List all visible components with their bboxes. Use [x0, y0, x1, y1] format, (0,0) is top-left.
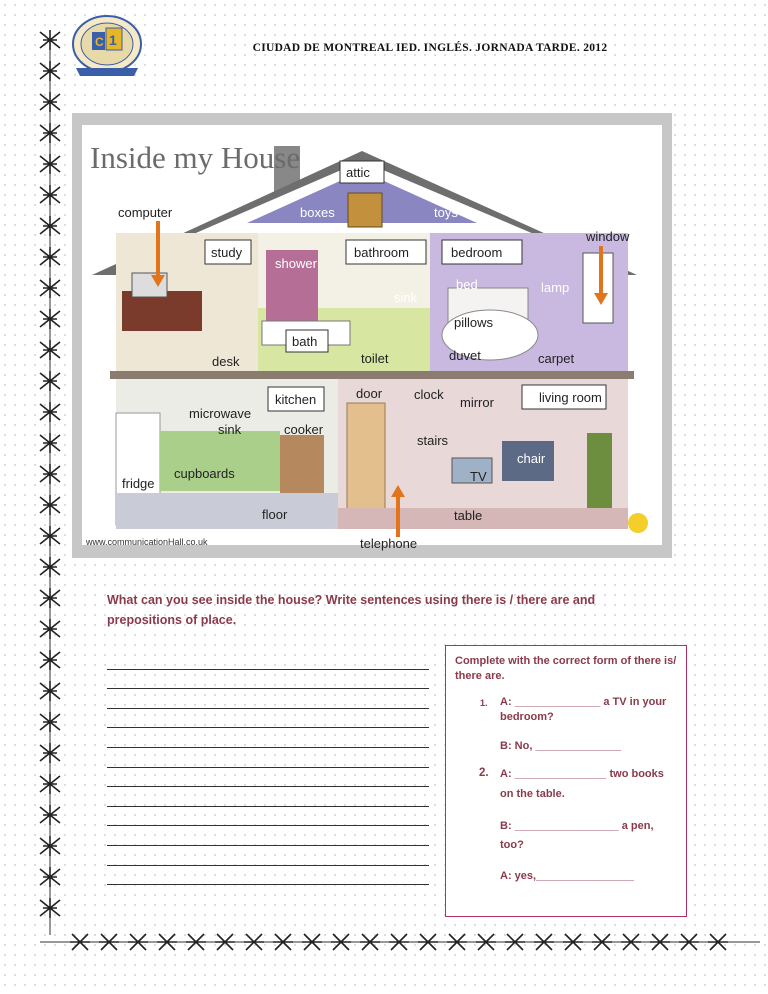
q1-a: A: ______________ a TV in your — [500, 696, 667, 708]
label-clock: clock — [414, 387, 444, 402]
q2-b2: too? — [500, 839, 524, 851]
border-motif — [621, 934, 641, 950]
border-motif — [40, 588, 60, 608]
answer-line-1[interactable] — [107, 650, 429, 670]
label-lamp: lamp — [541, 280, 570, 295]
decorative-border-left — [30, 0, 70, 940]
border-motif — [40, 650, 60, 670]
border-motif — [40, 123, 60, 143]
answer-line-6[interactable] — [107, 748, 429, 768]
label-table: table — [454, 508, 483, 523]
label-bathroom: bathroom — [354, 245, 409, 260]
answer-line-10[interactable] — [107, 826, 429, 846]
exercise-box — [445, 645, 687, 917]
answer-line-2[interactable] — [107, 670, 429, 690]
label-mirror: mirror — [460, 395, 494, 410]
page-header: CIUDAD DE MONTREAL IED. INGLÉS. JORNADA TARDE. 2012 — [252, 42, 608, 54]
label-shower: shower — [275, 256, 317, 271]
label-bath: bath — [292, 334, 318, 349]
border-motif — [40, 185, 60, 205]
label-duvet: duvet — [449, 348, 481, 363]
border-motif — [40, 898, 60, 918]
svg-text:1: 1 — [109, 32, 117, 48]
label-window: window — [586, 229, 630, 244]
label-toys: toys — [434, 205, 458, 220]
border-motif — [40, 774, 60, 794]
border-motif — [40, 495, 60, 515]
label-computer: computer — [118, 205, 173, 220]
border-motif — [331, 934, 351, 950]
border-motif — [418, 934, 438, 950]
label-bed: bed — [456, 277, 478, 292]
border-motif — [592, 934, 612, 950]
border-motif — [215, 934, 235, 950]
border-motif — [447, 934, 467, 950]
border-motif — [40, 619, 60, 639]
label-pillows: pillows — [454, 315, 494, 330]
answer-line-5[interactable] — [107, 728, 429, 748]
border-motif — [70, 934, 90, 950]
q1-a2: bedroom? — [500, 711, 554, 723]
answer-line-9[interactable] — [107, 807, 429, 827]
border-motif — [650, 934, 670, 950]
label-stairs: stairs — [417, 433, 449, 448]
border-motif — [40, 867, 60, 887]
label-toilet: toilet — [361, 351, 389, 366]
border-motif — [40, 309, 60, 329]
q1-b: B: No, ______________ — [500, 740, 622, 752]
answer-line-11[interactable] — [107, 846, 429, 866]
house-illustration — [72, 113, 672, 558]
border-motif — [40, 433, 60, 453]
border-motif — [186, 934, 206, 950]
border-motif — [563, 934, 583, 950]
label-carpet: carpet — [538, 351, 575, 366]
border-motif — [679, 934, 699, 950]
border-motif — [40, 154, 60, 174]
label-study: study — [211, 245, 243, 260]
border-motif — [708, 934, 728, 950]
q2-a2: on the table. — [500, 788, 565, 800]
house-website: www.communicationHall.co.uk — [86, 537, 208, 547]
answer-line-8[interactable] — [107, 787, 429, 807]
border-motif — [40, 247, 60, 267]
border-motif — [128, 934, 148, 950]
label-chair: chair — [517, 451, 546, 466]
box-instruction: Complete with the correct form of there is/ there are. — [455, 655, 677, 682]
answer-line-7[interactable] — [107, 768, 429, 788]
q2-b: B: _________________ a pen, — [500, 820, 654, 832]
label-cupboards: cupboards — [174, 466, 235, 481]
answer-line-4[interactable] — [107, 709, 429, 729]
label-telephone: telephone — [360, 536, 418, 551]
school-logo — [70, 14, 144, 82]
label-door: door — [356, 386, 383, 401]
label-microwave: microwave — [189, 406, 252, 421]
border-motif — [40, 340, 60, 360]
house-title: Inside my House — [90, 140, 301, 175]
border-motif — [157, 934, 177, 950]
border-motif — [505, 934, 525, 950]
border-motif — [360, 934, 380, 950]
border-motif — [302, 934, 322, 950]
label-living-room: living room — [539, 390, 602, 405]
border-motif — [40, 278, 60, 298]
label-boxes: boxes — [300, 205, 335, 220]
border-motif — [40, 681, 60, 701]
border-motif — [389, 934, 409, 950]
border-motif — [40, 371, 60, 391]
border-motif — [99, 934, 119, 950]
q2-c: A: yes,________________ — [500, 870, 634, 882]
answer-line-12[interactable] — [107, 866, 429, 886]
border-motif — [40, 712, 60, 732]
label-fridge: fridge — [122, 476, 155, 491]
answer-lines — [107, 650, 429, 885]
border-motif — [40, 402, 60, 422]
label-tv: TV — [470, 469, 487, 484]
border-motif — [40, 464, 60, 484]
border-motif — [40, 526, 60, 546]
border-motif — [40, 216, 60, 236]
decorative-border-bottom — [30, 922, 768, 962]
border-motif — [476, 934, 496, 950]
svg-text:C: C — [95, 35, 104, 49]
answer-line-3[interactable] — [107, 689, 429, 709]
label-kitchen: kitchen — [275, 392, 317, 407]
border-motif — [273, 934, 293, 950]
label-sink-kitchen: sink — [218, 422, 242, 437]
q1-number: 1. — [480, 698, 488, 708]
border-motif — [244, 934, 264, 950]
q2-number: 2. — [479, 767, 489, 779]
border-motif — [40, 30, 60, 50]
label-bedroom: bedroom — [451, 245, 503, 260]
border-motif — [40, 92, 60, 112]
border-motif — [534, 934, 554, 950]
border-motif — [40, 743, 60, 763]
label-desk: desk — [212, 354, 240, 369]
label-floor: floor — [262, 507, 288, 522]
border-motif — [40, 557, 60, 577]
border-motif — [40, 61, 60, 81]
q2-a: A: _______________ two books — [500, 768, 664, 780]
label-cooker: cooker — [284, 422, 324, 437]
border-motif — [40, 805, 60, 825]
border-motif — [40, 836, 60, 856]
label-attic: attic — [346, 165, 370, 180]
exercise-prompt: What can you see inside the house? Write sentences using there is / there are and prepositions of place. — [107, 593, 596, 627]
label-sink-bath: sink — [394, 290, 418, 305]
